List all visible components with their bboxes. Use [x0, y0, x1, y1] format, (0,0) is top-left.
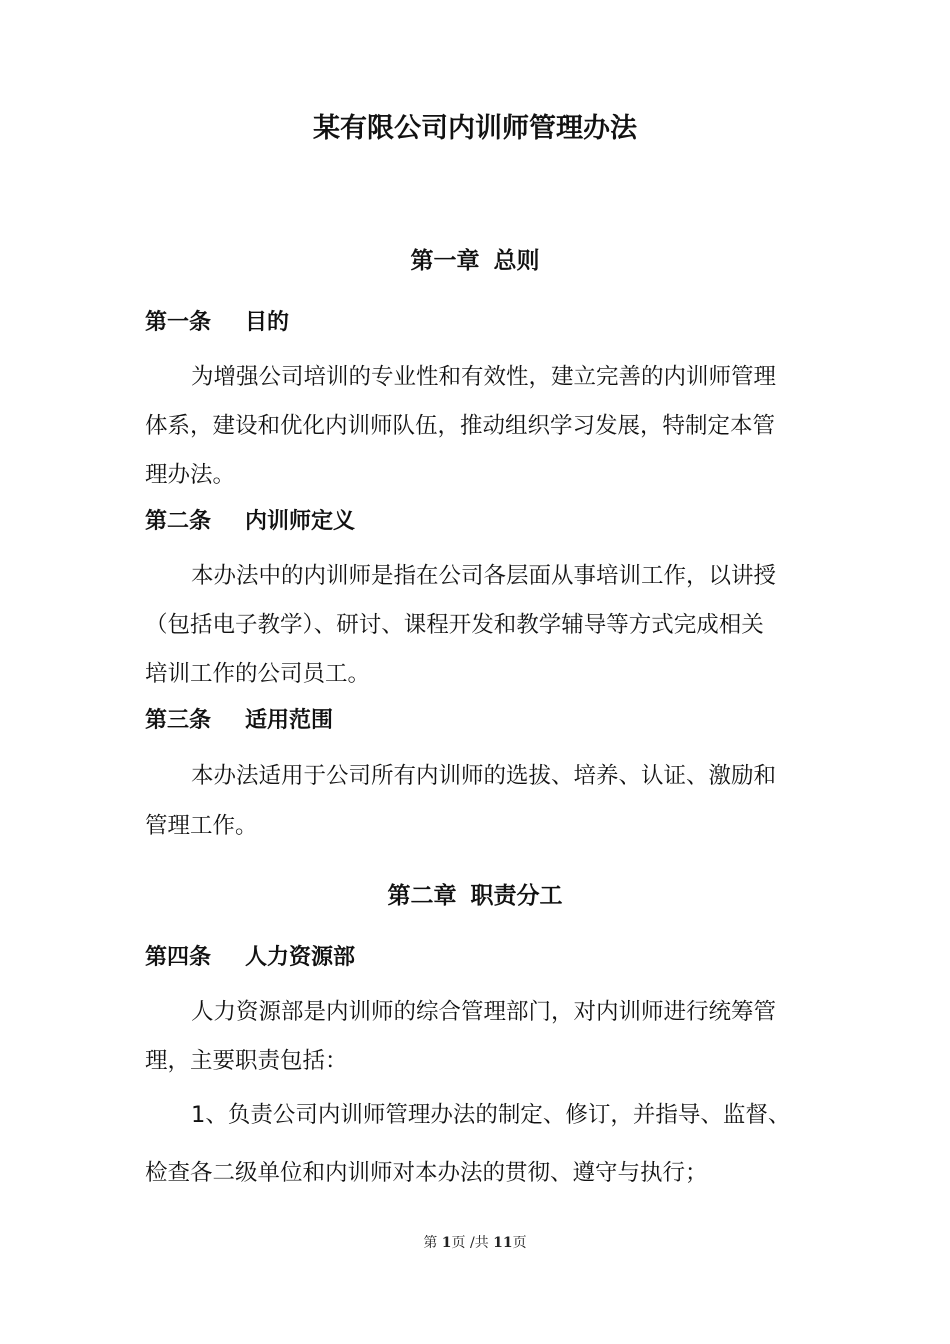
footer-prefix: 第	[423, 1235, 438, 1251]
list-item-1	[145, 1086, 807, 1202]
article-number: 第一条	[145, 310, 212, 335]
article-heading-2	[145, 504, 355, 535]
article-heading-4	[145, 940, 355, 971]
paragraph-line: 人力资源部是内训师的综合管理部门，对内训师进行统筹管	[191, 999, 777, 1025]
article-number: 第三条	[145, 708, 212, 733]
chapter-number: 第二章	[387, 883, 457, 909]
paragraph-line: 本办法适用于公司所有内训师的选拔、培养、认证、激励和	[191, 763, 777, 789]
article-name: 内训师定义	[245, 509, 356, 534]
footer-total-pages: 11	[493, 1235, 513, 1251]
article-number: 第四条	[145, 945, 212, 970]
paragraph-line: 理办法。	[145, 462, 236, 488]
article-name: 适用范围	[245, 708, 334, 733]
footer-page-number: 1	[441, 1235, 452, 1251]
document-title: 某有限公司内训师管理办法	[313, 113, 637, 144]
paragraph-line: 本办法中的内训师是指在公司各层面从事培训工作，以讲授	[191, 563, 777, 589]
page-footer	[0, 1232, 950, 1252]
paragraph-line: 理，主要职责包括：	[145, 1048, 348, 1074]
footer-mid: 页 /共	[451, 1235, 489, 1251]
paragraph-line: 管理工作。	[145, 813, 258, 839]
paragraph-line: 检查各二级单位和内训师对本办法的贯彻、遵守与执行；	[145, 1160, 708, 1186]
chapter-name: 总则	[493, 248, 540, 274]
paragraph-line: 为增强公司培训的专业性和有效性，建立完善的内训师管理	[191, 364, 777, 390]
chapter-heading-2	[0, 877, 950, 910]
article-heading-3	[145, 703, 333, 734]
footer-suffix: 页	[512, 1235, 527, 1251]
article-heading-1	[145, 305, 289, 336]
article-name: 人力资源部	[245, 945, 356, 970]
paragraph-line: （包括电子教学）、研讨、课程开发和教学辅导等方式完成相关	[145, 612, 764, 638]
paragraph-line: 培训工作的公司员工。	[145, 661, 371, 687]
article-1-paragraph	[145, 353, 807, 500]
article-number: 第二条	[145, 509, 212, 534]
paragraph-line: 体系，建设和优化内训师队伍，推动组织学习发展，特制定本管	[145, 413, 776, 439]
article-name: 目的	[245, 310, 290, 335]
article-2-paragraph	[145, 552, 807, 699]
article-4-paragraph	[145, 988, 807, 1086]
paragraph-line: 1、负责公司内训师管理办法的制定、修订，并指导、监督、	[191, 1102, 791, 1128]
article-3-paragraph	[145, 751, 807, 851]
chapter-number: 第一章	[410, 248, 480, 274]
chapter-heading-1	[0, 242, 950, 275]
chapter-name: 职责分工	[470, 883, 563, 909]
